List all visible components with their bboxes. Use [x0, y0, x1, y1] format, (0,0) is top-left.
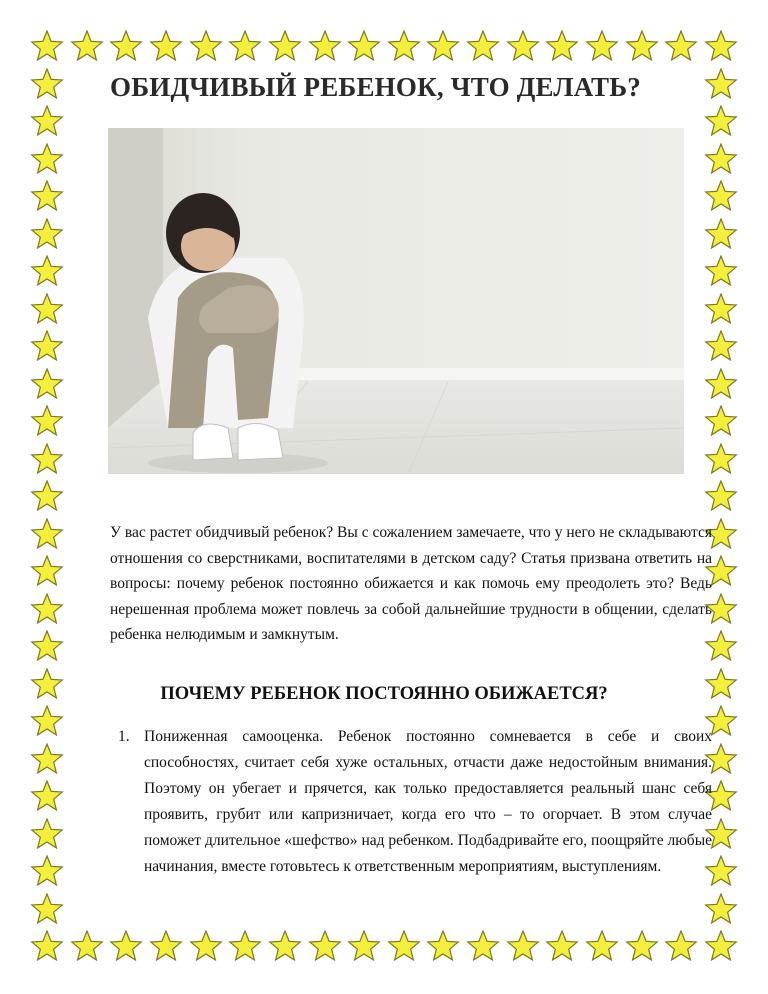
star-icon: [704, 218, 738, 252]
star-icon: [308, 30, 342, 64]
star-icon: [664, 30, 698, 64]
star-icon: [30, 68, 64, 102]
star-icon: [30, 180, 64, 214]
reasons-list: [112, 724, 712, 880]
star-icon: [585, 930, 619, 964]
star-icon: [704, 930, 738, 964]
boy-sitting-photo: [108, 128, 684, 474]
star-icon: [30, 368, 64, 402]
star-icon: [70, 930, 104, 964]
star-icon: [30, 555, 64, 589]
star-icon: [30, 855, 64, 889]
star-icon: [704, 180, 738, 214]
star-icon: [704, 405, 738, 439]
star-icon: [426, 30, 460, 64]
star-icon: [704, 330, 738, 364]
star-icon: [30, 218, 64, 252]
star-icon: [70, 30, 104, 64]
intro-paragraph: У вас растет обидчивый ребенок? Вы с сожалением замечаете, что у него не складываются отношения со сверстниками, воспитателями в детском саду? Статья призвана ответить на вопросы: почему ребенок постоянно обижается и как помочь ему преодолеть это? Ведь нерешенная проблема может повлечь за собой дальнейшие трудности в общении, сделать ребенка нелюдимым и замкнутым.: [110, 524, 712, 643]
star-icon: [704, 443, 738, 477]
list-item-text: Пониженная самооценка. Ребенок постоянно сомневается в себе и своих способностях, считает себя хуже остальных, отчасти даже недостойным внимания. Поэтому он убегает и прячется, как только предоставляется реальный шанс себя проявить, грубит или капризничает, когда его что – то огорчает. В этом случае поможет длительное «шефство» над ребенком. Подбадривайте его, поощряйте любые начинания, вместе готовьтесь к ответственным мероприятиям, выступлениям.: [144, 728, 712, 875]
star-icon: [30, 143, 64, 177]
star-icon: [30, 480, 64, 514]
list-item: [112, 724, 712, 880]
star-icon: [30, 330, 64, 364]
star-icon: [506, 30, 540, 64]
star-icon: [30, 893, 64, 927]
star-icon: [30, 255, 64, 289]
photo-illustration: [108, 128, 684, 474]
star-icon: [308, 930, 342, 964]
star-icon: [268, 930, 302, 964]
star-icon: [30, 705, 64, 739]
star-icon: [347, 930, 381, 964]
star-icon: [625, 30, 659, 64]
star-icon: [268, 30, 302, 64]
section-heading: ПОЧЕМУ РЕБЕНОК ПОСТОЯННО ОБИЖАЕТСЯ?: [160, 684, 608, 704]
star-icon: [30, 443, 64, 477]
star-icon: [30, 743, 64, 777]
star-icon: [466, 30, 500, 64]
star-icon: [228, 930, 262, 964]
star-icon: [30, 105, 64, 139]
star-icon: [30, 930, 64, 964]
list-item-number: 1.: [118, 728, 130, 745]
star-icon: [704, 480, 738, 514]
star-icon: [466, 930, 500, 964]
star-icon: [426, 930, 460, 964]
star-icon: [704, 30, 738, 64]
star-icon: [664, 930, 698, 964]
star-icon: [189, 30, 223, 64]
star-icon: [704, 105, 738, 139]
star-icon: [228, 30, 262, 64]
star-icon: [585, 30, 619, 64]
star-icon: [30, 293, 64, 327]
star-icon: [387, 930, 421, 964]
star-icon: [30, 593, 64, 627]
star-icon: [189, 930, 223, 964]
star-icon: [545, 30, 579, 64]
page-title: ОБИДЧИВЫЙ РЕБЕНОК, ЧТО ДЕЛАТЬ?: [110, 72, 642, 102]
star-icon: [30, 405, 64, 439]
star-icon: [545, 930, 579, 964]
star-icon: [704, 255, 738, 289]
star-icon: [30, 780, 64, 814]
star-icon: [30, 818, 64, 852]
star-icon: [149, 930, 183, 964]
star-icon: [30, 30, 64, 64]
star-icon: [506, 930, 540, 964]
star-icon: [30, 630, 64, 664]
star-icon: [347, 30, 381, 64]
star-icon: [109, 30, 143, 64]
star-icon: [704, 293, 738, 327]
star-icon: [387, 30, 421, 64]
star-icon: [149, 30, 183, 64]
star-icon: [704, 143, 738, 177]
star-icon: [109, 930, 143, 964]
star-icon: [625, 930, 659, 964]
star-icon: [30, 518, 64, 552]
star-icon: [704, 893, 738, 927]
star-icon: [704, 368, 738, 402]
